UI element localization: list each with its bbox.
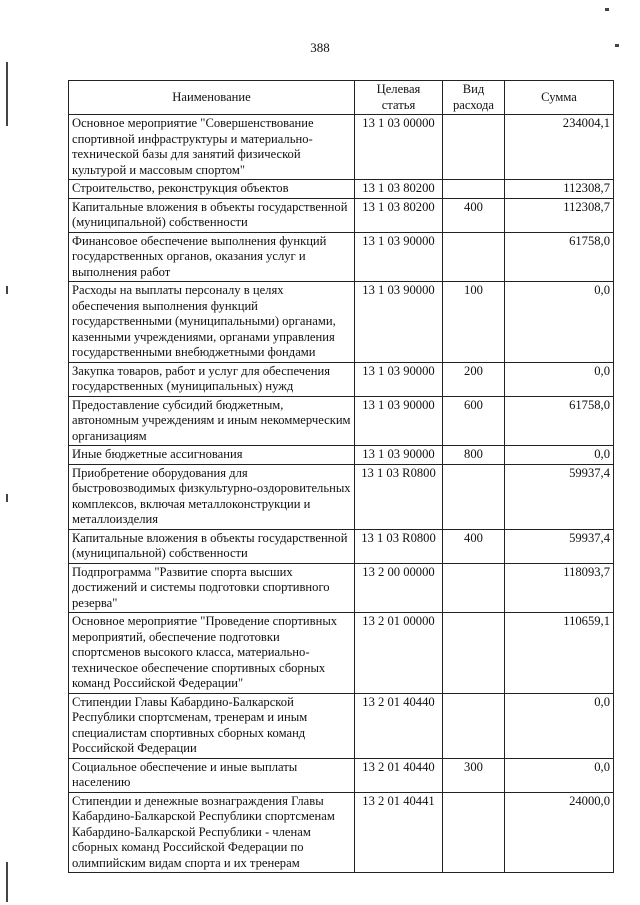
scan-mark <box>605 8 609 11</box>
cell-sum: 112308,7 <box>505 180 614 199</box>
table-row <box>69 198 614 232</box>
cell-sum: 24000,0 <box>505 792 614 873</box>
scan-mark <box>6 494 8 502</box>
cell-type <box>443 232 505 282</box>
cell-type <box>443 613 505 694</box>
cell-type <box>443 115 505 180</box>
cell-code: 13 2 01 00000 <box>355 613 443 694</box>
cell-sum: 0,0 <box>505 693 614 758</box>
cell-code: 13 1 03 90000 <box>355 446 443 465</box>
cell-code: 13 2 00 00000 <box>355 563 443 613</box>
cell-type <box>443 464 505 529</box>
cell-name: Основное мероприятие "Проведение спортивных мероприятий, обеспечение подготовки спортсменов высокого класса, материально-техническое обеспечение спортивных сборных команд Российской Федерации" <box>69 613 355 694</box>
table-row <box>69 613 614 694</box>
cell-code: 13 1 03 80200 <box>355 180 443 199</box>
cell-type: 800 <box>443 446 505 465</box>
header-code: Целевая статья <box>355 81 443 115</box>
cell-code: 13 1 03 90000 <box>355 396 443 446</box>
cell-type <box>443 693 505 758</box>
table-body <box>69 115 614 873</box>
header-sum: Сумма <box>505 81 614 115</box>
table-row <box>69 282 614 363</box>
table-row <box>69 180 614 199</box>
cell-name: Социальное обеспечение и иные выплаты населению <box>69 758 355 792</box>
table-header-row <box>69 81 614 115</box>
cell-code: 13 1 03 90000 <box>355 362 443 396</box>
cell-sum: 0,0 <box>505 282 614 363</box>
cell-name: Строительство, реконструкция объектов <box>69 180 355 199</box>
scan-mark <box>6 62 8 126</box>
cell-name: Капитальные вложения в объекты государственной (муниципальной) собственности <box>69 529 355 563</box>
scan-mark <box>6 862 8 902</box>
table-row <box>69 396 614 446</box>
cell-name: Капитальные вложения в объекты государственной (муниципальной) собственности <box>69 198 355 232</box>
cell-type: 400 <box>443 529 505 563</box>
table-row <box>69 529 614 563</box>
cell-type <box>443 180 505 199</box>
cell-name: Стипендии и денежные вознаграждения Главы Кабардино-Балкарской Республики спортсменам Кабардино-Балкарской Республики - членам сборных команд Российской Федерации по олимпийским видам спорта и их тренерам <box>69 792 355 873</box>
cell-type: 400 <box>443 198 505 232</box>
cell-sum: 0,0 <box>505 446 614 465</box>
scan-mark <box>615 44 619 47</box>
cell-name: Стипендии Главы Кабардино-Балкарской Республики спортсменам, тренерам и иным специалистам спортивных сборных команд Российской Федерации <box>69 693 355 758</box>
cell-sum: 61758,0 <box>505 396 614 446</box>
cell-name: Подпрограмма "Развитие спорта высших достижений и системы подготовки спортивного резерва" <box>69 563 355 613</box>
table-row <box>69 563 614 613</box>
cell-code: 13 1 03 90000 <box>355 232 443 282</box>
scan-mark <box>6 286 8 294</box>
table-row <box>69 362 614 396</box>
header-name: Наименование <box>69 81 355 115</box>
cell-name: Иные бюджетные ассигнования <box>69 446 355 465</box>
cell-code: 13 1 03 90000 <box>355 282 443 363</box>
cell-type: 200 <box>443 362 505 396</box>
cell-type: 300 <box>443 758 505 792</box>
cell-type <box>443 563 505 613</box>
cell-sum: 59937,4 <box>505 529 614 563</box>
cell-name: Приобретение оборудования для быстровозводимых физкультурно-оздоровительных комплексов, включая металлоконструкции и металлоизделия <box>69 464 355 529</box>
budget-table <box>68 80 614 873</box>
table-row <box>69 758 614 792</box>
cell-sum: 110659,1 <box>505 613 614 694</box>
cell-sum: 234004,1 <box>505 115 614 180</box>
cell-sum: 0,0 <box>505 758 614 792</box>
cell-code: 13 1 03 80200 <box>355 198 443 232</box>
cell-sum: 118093,7 <box>505 563 614 613</box>
cell-name: Предоставление субсидий бюджетным, автономным учреждениям и иным некоммерческим организациям <box>69 396 355 446</box>
page-number: 388 <box>310 40 330 55</box>
cell-type: 100 <box>443 282 505 363</box>
cell-sum: 61758,0 <box>505 232 614 282</box>
cell-sum: 112308,7 <box>505 198 614 232</box>
cell-code: 13 1 03 R0800 <box>355 529 443 563</box>
cell-code: 13 1 03 R0800 <box>355 464 443 529</box>
cell-code: 13 1 03 00000 <box>355 115 443 180</box>
table-row <box>69 464 614 529</box>
table-row <box>69 693 614 758</box>
table-row <box>69 232 614 282</box>
cell-name: Финансовое обеспечение выполнения функций государственных органов, оказания услуг и выполнения работ <box>69 232 355 282</box>
cell-sum: 0,0 <box>505 362 614 396</box>
table-row <box>69 792 614 873</box>
cell-name: Основное мероприятие "Совершенствование спортивной инфраструктуры и материально-технической базы для занятий физической культурой и массовым спортом" <box>69 115 355 180</box>
cell-type <box>443 792 505 873</box>
cell-type: 600 <box>443 396 505 446</box>
cell-code: 13 2 01 40441 <box>355 792 443 873</box>
cell-sum: 59937,4 <box>505 464 614 529</box>
cell-name: Закупка товаров, работ и услуг для обеспечения государственных (муниципальных) нужд <box>69 362 355 396</box>
cell-code: 13 2 01 40440 <box>355 693 443 758</box>
cell-name: Расходы на выплаты персоналу в целях обеспечения выполнения функций государственными (муниципальными) органами, казенными учреждениями, органами управления государственными внебюджетными фондами <box>69 282 355 363</box>
table-row <box>69 115 614 180</box>
cell-code: 13 2 01 40440 <box>355 758 443 792</box>
header-type: Вид расхода <box>443 81 505 115</box>
table-row <box>69 446 614 465</box>
